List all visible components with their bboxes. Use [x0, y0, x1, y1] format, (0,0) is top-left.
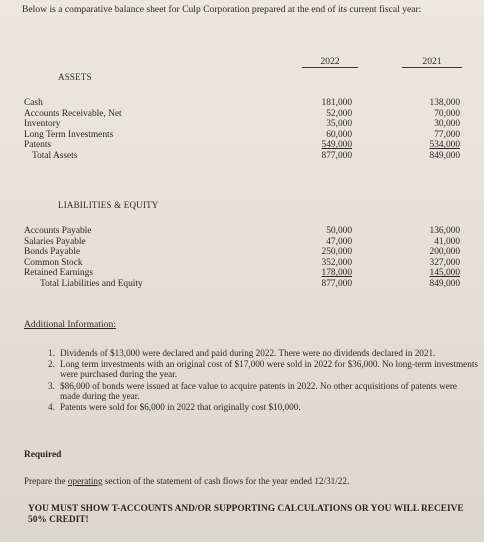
asset-2022-value: 181,000: [321, 98, 352, 108]
note-text: Long term investments with an original cost of $17,000 were sold in 2022 for $36,000. No long-term investments were purchased during the year.: [60, 359, 478, 380]
asset-2022-value: 52,000: [326, 108, 352, 119]
liability-2022-value: 352,000: [321, 257, 352, 268]
liability-2021-value: 200,000: [429, 247, 460, 258]
liabilities-heading: LIABILITIES & EQUITY: [58, 200, 159, 210]
total-assets-2022: 877,000: [321, 150, 352, 161]
liability-label: Bonds Payable: [24, 247, 80, 258]
liability-2021-value: 327,000: [429, 257, 460, 268]
liability-label: Retained Earnings: [24, 268, 93, 279]
asset-2021-value: 534,000: [429, 140, 460, 151]
asset-label: Long Term Investments: [24, 129, 114, 140]
asset-2022-value: 549,000: [321, 140, 352, 151]
prepare-text-after: section of the statement of cash flows for the year ended 12/31/22.: [102, 476, 350, 486]
notes-list: [48, 348, 478, 413]
assets-heading: ASSETS: [58, 72, 92, 82]
intro-text: Below is a comparative balance sheet for Culp Corporation prepared at the end of its current fiscal year:: [22, 4, 422, 15]
total-liabilities-2021: 849,000: [429, 278, 460, 289]
asset-label: Accounts Receivable, Net: [24, 108, 122, 119]
asset-2021-value: 138,000: [429, 98, 460, 108]
note-item: [48, 402, 478, 412]
liability-2021-value: 145,000: [429, 268, 460, 279]
note-number: 4.: [48, 402, 55, 413]
liability-label: Salaries Payable: [24, 236, 86, 247]
year-2021-header: 2021: [402, 56, 462, 68]
liability-label: Common Stock: [24, 257, 83, 268]
liability-label: Accounts Payable: [24, 226, 92, 236]
liability-2021-value: 136,000: [429, 226, 460, 236]
asset-2021-value: 77,000: [434, 129, 460, 140]
note-item: [48, 359, 478, 379]
note-number: 1.: [48, 348, 55, 358]
note-text: $86,000 of bonds were issued at face value to acquire patents in 2022. No other acquisitions of patents were made during the year.: [60, 380, 457, 401]
liability-2021-value: 41,000: [434, 236, 460, 247]
asset-2021-value: 70,000: [434, 108, 460, 119]
total-assets-label: Total Assets: [32, 150, 78, 161]
liability-2022-value: 50,000: [326, 226, 352, 236]
liabilities-2021-column: [406, 226, 460, 290]
note-item: [48, 348, 478, 358]
prepare-text-before: Prepare the: [24, 476, 68, 486]
additional-info-heading: Additional Information:: [24, 319, 116, 330]
asset-2021-value: 30,000: [434, 119, 460, 130]
total-assets-2021: 849,000: [429, 150, 460, 161]
year-2022-header: 2022: [302, 56, 358, 68]
assets-2021-column: [406, 98, 460, 162]
liabilities-2022-column: [300, 226, 352, 290]
required-heading: Required: [24, 450, 62, 460]
asset-2022-value: 35,000: [326, 119, 352, 130]
liability-2022-value: 250,000: [321, 247, 352, 258]
liability-2022-value: 178,000: [321, 268, 352, 279]
note-number: 3.: [48, 380, 55, 391]
asset-label: Cash: [24, 98, 43, 108]
prepare-instruction: [24, 476, 474, 486]
note-item: [48, 381, 478, 401]
note-text: Patents were sold for $6,000 in 2022 that originally cost $10,000.: [60, 402, 301, 413]
liabilities-labels: [24, 226, 244, 290]
asset-label: Patents: [24, 140, 52, 151]
liability-2022-value: 47,000: [326, 236, 352, 247]
note-number: 2.: [48, 359, 55, 370]
assets-labels: [24, 98, 224, 162]
asset-label: Inventory: [24, 119, 61, 130]
asset-2022-value: 60,000: [326, 129, 352, 140]
note-text: Dividends of $13,000 were declared and paid during 2022. There were no dividends declared in 2021.: [60, 348, 436, 358]
assets-2022-column: [300, 98, 352, 162]
prepare-operating-word: operating: [67, 476, 103, 486]
total-liabilities-2022: 877,000: [321, 278, 352, 289]
total-liabilities-label: Total Liabilities and Equity: [40, 278, 143, 289]
credit-warning: YOU MUST SHOW T-ACCOUNTS AND/OR SUPPORTING CALCULATIONS OR YOU WILL RECEIVE 50% CREDIT!: [28, 504, 464, 525]
